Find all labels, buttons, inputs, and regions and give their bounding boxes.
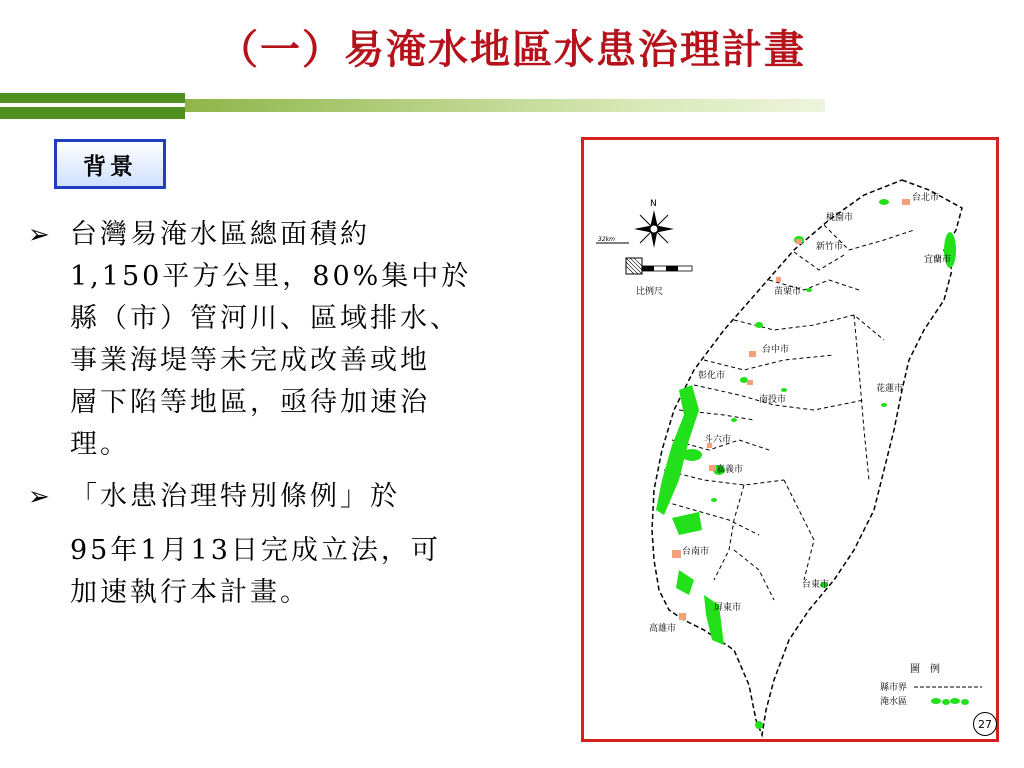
page-title: （一）易淹水地區水患治理計畫 [218, 26, 806, 73]
city-label: 台南市 [682, 547, 710, 557]
city-label: 花蓮市 [876, 384, 904, 394]
city-label: 苗栗市 [774, 287, 802, 297]
city-label: 高雄市 [649, 624, 677, 634]
section-badge: 背景 [54, 139, 166, 189]
bullet-line: 縣（市）管河川、區域排水、 [70, 303, 460, 334]
map-svg [584, 140, 996, 739]
bullet-line: 層下陷等地區，亟待加速治 [70, 387, 430, 418]
bullet-item [28, 214, 580, 466]
bullet-line: 「水患治理特別條例」於 [70, 481, 400, 512]
bullet-line: 事業海堤等未完成改善或地 [70, 345, 430, 376]
title-underline-dark [0, 93, 185, 103]
legend-boundary-label: 縣市界 [880, 683, 908, 693]
bullet-list [28, 214, 580, 624]
legend-flood-label: 淹水區 [880, 697, 908, 707]
city-label: 斗六市 [704, 435, 732, 445]
compass-icon [634, 199, 674, 248]
city-label: 新竹市 [816, 242, 844, 252]
page-number-badge: 27 [973, 712, 997, 736]
bullet-line: 加速執行本計畫。 [70, 577, 310, 608]
city-label: 嘉義市 [716, 465, 744, 475]
map-legend [880, 662, 982, 707]
city-label: 台北市 [912, 193, 940, 203]
scale-text: 32km [598, 236, 615, 243]
city-label: 台中市 [762, 345, 790, 355]
compass-north-label: N [650, 199, 657, 209]
title-underline-gradient [185, 99, 825, 112]
arrow-bullet-icon: ➢ [28, 220, 50, 250]
taiwan-flood-map [581, 137, 999, 742]
bullet-line: 台灣易淹水區總面積約 [70, 219, 370, 250]
scale-bar-icon [596, 236, 692, 297]
bullet-line: 1,150平方公里，80%集中於 [70, 261, 472, 292]
city-label: 屏東市 [714, 603, 742, 613]
scale-label: 比例尺 [636, 287, 664, 297]
bullet-line: 95年1月13日完成立法，可 [70, 535, 441, 566]
city-label: 桃園市 [826, 213, 854, 223]
bullet-line: 理。 [70, 429, 130, 460]
title-underline-dark-lower [0, 107, 185, 119]
city-label: 宜蘭市 [924, 255, 952, 265]
city-label: 南投市 [759, 395, 787, 405]
city-label: 台東市 [802, 580, 830, 590]
city-label: 彰化市 [698, 371, 726, 381]
arrow-bullet-icon: ➢ [28, 482, 50, 512]
legend-title: 圖 例 [910, 664, 940, 675]
bullet-item [28, 476, 580, 614]
